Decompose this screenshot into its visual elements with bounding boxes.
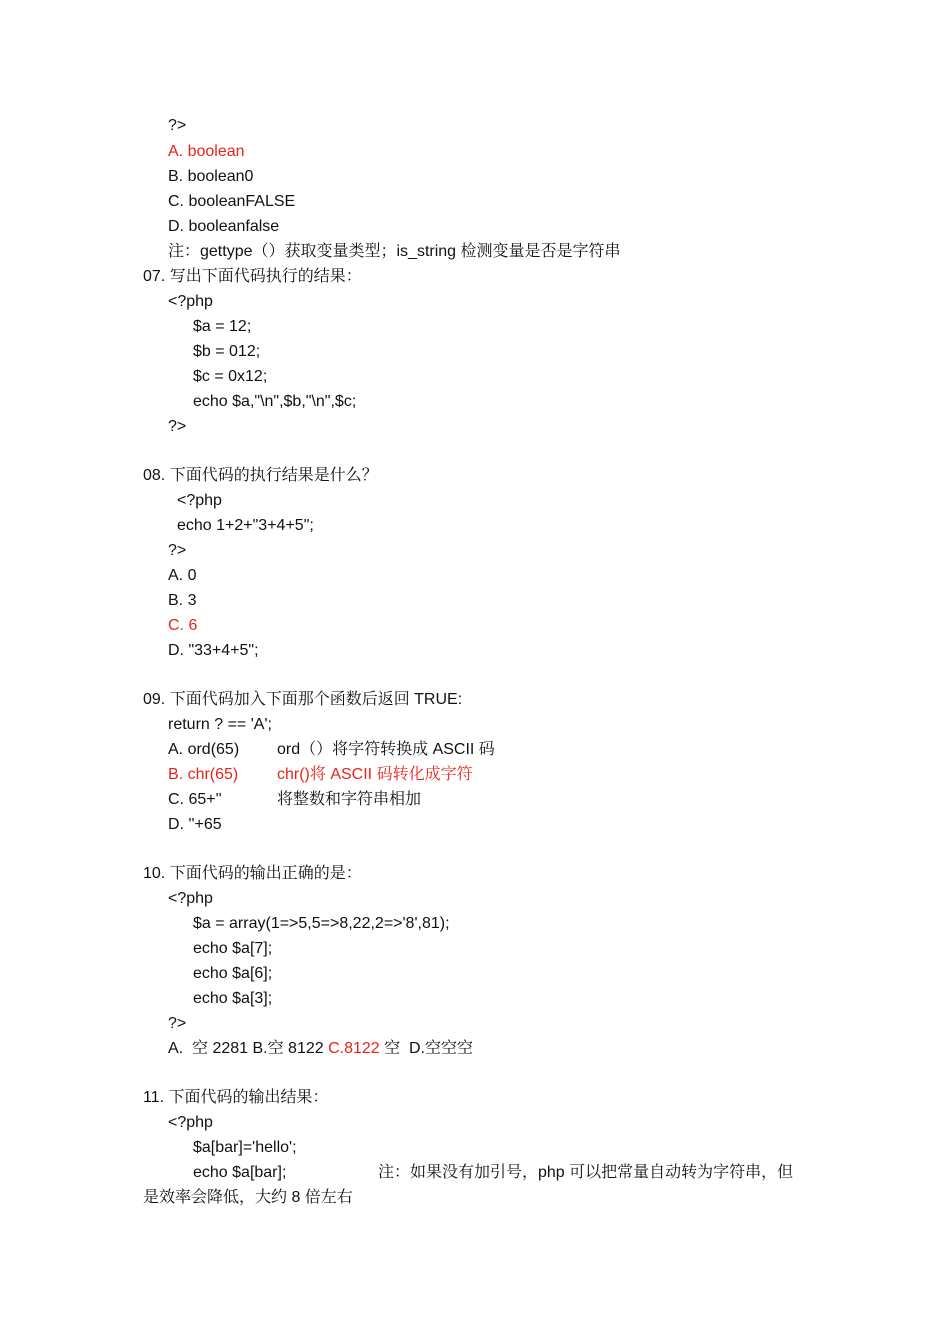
option-b: B. 3 — [168, 592, 197, 609]
code-line: ?> — [168, 1015, 187, 1032]
option-d: D. ''+65 — [168, 816, 222, 833]
option-a-b: A. 空 2281 B.空 8122 — [168, 1040, 329, 1057]
option-c-d-rest: 空 D.空空空 — [379, 1040, 474, 1057]
option-a: A. 0 — [168, 567, 197, 584]
code-line: ?> — [168, 117, 187, 134]
option-b: B. boolean0 — [168, 168, 254, 185]
code-line: $b = 012; — [193, 343, 261, 360]
option-b-correct: B. chr(65) — [168, 766, 239, 783]
option-c: C. 65+'' — [168, 791, 222, 808]
option-a-note: ord（）将字符转换成 ASCII 码 — [277, 741, 495, 758]
code-line: $a = array(1=>5,5=>8,22,2=>'8',81); — [193, 915, 450, 932]
option-b-note: chr()将 ASCII 码转化成字符 — [277, 766, 473, 783]
code-line: ?> — [168, 542, 187, 559]
note: 注：gettype（）获取变量类型；is_string 检测变量是否是字符串 — [168, 243, 621, 260]
code-line: echo $a[7]; — [193, 940, 273, 957]
question-title: 08. 下面代码的执行结果是什么？ — [143, 467, 378, 484]
code-line: echo $a[6]; — [193, 965, 273, 982]
option-c: C. booleanFALSE — [168, 193, 296, 210]
code-line: return ? == 'A'; — [168, 716, 272, 733]
code-line: $a[bar]='hello'; — [193, 1139, 297, 1156]
option-c-correct: C. 6 — [168, 617, 198, 634]
code-line: ?> — [168, 418, 187, 435]
option-c-note: 将整数和字符串相加 — [277, 791, 422, 808]
code-line: <?php — [168, 890, 213, 907]
code-line: <?php — [177, 492, 222, 509]
question-title: 11. 下面代码的输出结果： — [143, 1089, 329, 1106]
note-continued: 是效率会降低，大约 8 倍左右 — [143, 1189, 353, 1206]
code-line: $a = 12; — [193, 318, 252, 335]
code-line: echo $a[3]; — [193, 990, 273, 1007]
options-line — [168, 1039, 473, 1059]
option-a: A. ord(65) — [168, 741, 240, 758]
code-line: <?php — [168, 1114, 213, 1131]
option-d: D. booleanfalse — [168, 218, 280, 235]
option-d: D. "33+4+5"; — [168, 642, 259, 659]
code-line: <?php — [168, 293, 213, 310]
code-line: echo $a[bar]; — [193, 1164, 287, 1181]
option-a-correct: A. boolean — [168, 143, 245, 160]
code-line: echo $a,"\n",$b,"\n",$c; — [193, 393, 357, 410]
option-c-correct: C.8122 — [328, 1040, 380, 1057]
question-title: 09. 下面代码加入下面那个函数后返回 TRUE: — [143, 691, 463, 708]
code-line: echo 1+2+"3+4+5"; — [177, 517, 314, 534]
note: 注：如果没有加引号，php 可以把常量自动转为字符串，但 — [378, 1164, 794, 1181]
question-title: 10. 下面代码的输出正确的是： — [143, 865, 362, 882]
question-title: 07. 写出下面代码执行的结果： — [143, 268, 362, 285]
code-line: $c = 0x12; — [193, 368, 268, 385]
